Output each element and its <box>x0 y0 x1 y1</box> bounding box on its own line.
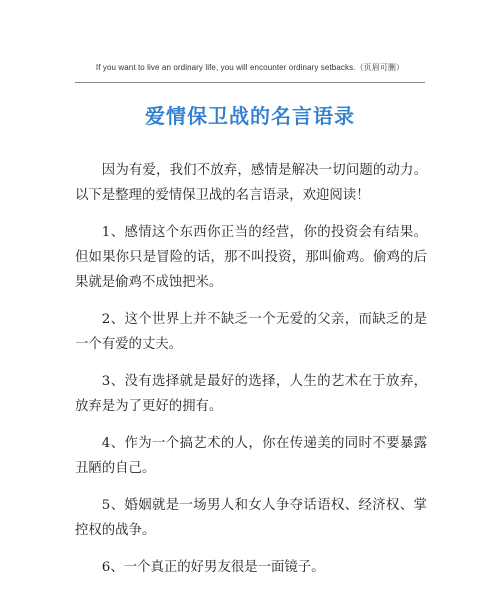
quote-item-1: 1、感情这个东西你正当的经营，你的投资会有结果。但如果你只是冒险的话，那不叫投资，那叫偷鸡。偷鸡的后果就是偷鸡不成蚀把米。 <box>75 225 427 290</box>
intro-paragraph: 因为有爱，我们不放弃，感情是解决一切问题的动力。以下是整理的爱情保卫战的名言语录，欢迎阅读！ <box>75 163 427 203</box>
quote-item-4: 4、作为一个搞艺术的人，你在传递美的同时不要暴露丑陋的自己。 <box>75 436 427 476</box>
quote-item-3: 3、没有选择就是最好的选择，人生的艺术在于放弃，放弃是为了更好的拥有。 <box>75 374 427 414</box>
header-divider <box>75 82 425 83</box>
quote-item-6: 6、一个真正的好男友很是一面镜子。 <box>101 560 325 575</box>
document-body <box>75 158 427 592</box>
quote-item-2: 2、这个世界上并不缺乏一个无爱的父亲，而缺乏的是一个有爱的丈夫。 <box>75 312 427 352</box>
document-title: 爱情保卫战的名言语录 <box>145 104 355 128</box>
header-note: If you want to live an ordinary life, you will encounter ordinary setbacks.（页眉可删） <box>95 63 405 72</box>
quote-item-5: 5、婚姻就是一场男人和女人争夺话语权、经济权、掌控权的战争。 <box>75 498 427 538</box>
